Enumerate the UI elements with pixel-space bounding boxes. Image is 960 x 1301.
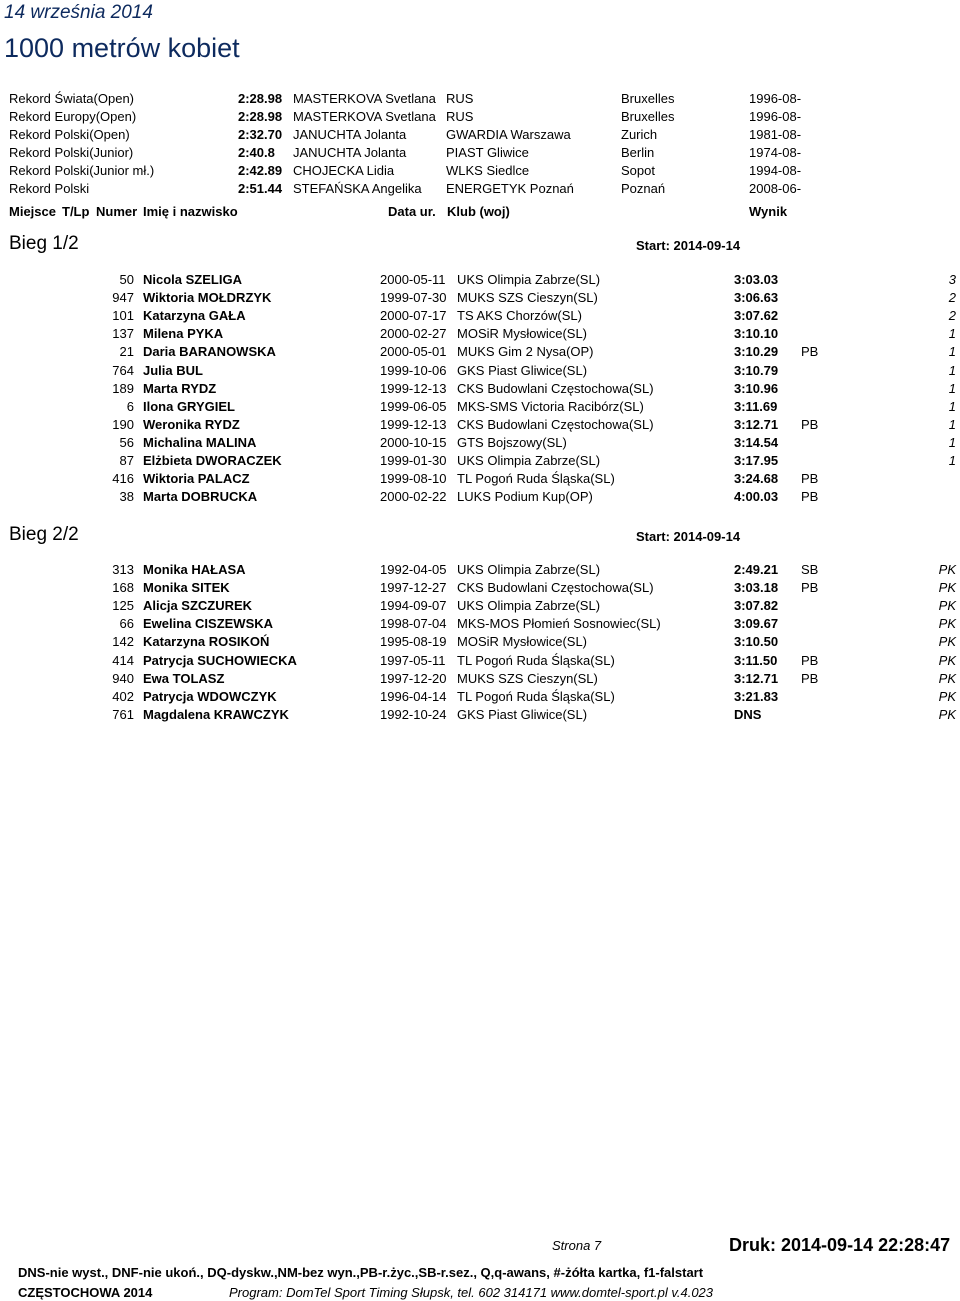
record-row <box>0 109 960 127</box>
club-name: TL Pogoń Ruda Śląska(SL) <box>457 471 615 487</box>
record-note: PB <box>801 416 819 432</box>
athlete-name: Monika HAŁASA <box>143 562 246 577</box>
athlete-name: Wiktoria PALACZ <box>143 471 250 487</box>
result-time: 3:10.96 <box>734 380 779 396</box>
sport-class: PK <box>938 580 956 596</box>
birth-date: 1999-07-30 <box>380 290 447 306</box>
sport-class: 1 <box>948 398 956 414</box>
table-row <box>0 598 960 616</box>
athlete-name: Patrycja SUCHOWIECKA <box>143 652 297 668</box>
result-time: 3:03.03 <box>734 272 779 287</box>
result-time: 3:12.71 <box>734 416 779 432</box>
athlete-name: Michalina MALINA <box>143 434 257 450</box>
sport-class: 1 <box>948 344 956 360</box>
athlete-name: Daria BARANOWSKA <box>143 344 276 360</box>
table-row <box>0 689 960 707</box>
table-row <box>0 453 960 471</box>
record-city: Zurich <box>621 127 658 142</box>
club-name: LUKS Podium Kup(OP) <box>457 489 593 505</box>
result-time: 3:09.67 <box>734 616 779 632</box>
birth-date: 2000-02-27 <box>380 326 447 342</box>
bib-number: 761 <box>112 706 134 722</box>
bib-number: 142 <box>112 634 134 650</box>
club-name: TL Pogoń Ruda Śląska(SL) <box>457 688 615 704</box>
sport-class: PK <box>938 616 956 632</box>
club-name: MUKS SZS Cieszyn(SL) <box>457 670 598 686</box>
col-header-name: Imię i nazwisko <box>143 204 238 219</box>
sport-class: PK <box>938 634 956 650</box>
athlete-name: Alicja SZCZUREK <box>143 598 253 614</box>
col-header-result: Wynik <box>749 204 788 219</box>
sport-class: 3 <box>948 272 956 287</box>
record-date: 1981-08- <box>749 127 802 142</box>
table-row <box>0 272 960 290</box>
club-name: UKS Olimpia Zabrze(SL) <box>457 272 601 287</box>
table-row <box>0 616 960 634</box>
record-date: 1974-08- <box>749 145 802 160</box>
heat-start-date: Start: 2014-09-14 <box>636 238 741 253</box>
record-row <box>0 127 960 145</box>
record-athlete: STEFAŃSKA Angelika <box>293 181 422 196</box>
record-note: PB <box>801 489 819 505</box>
birth-date: 1999-01-30 <box>380 453 447 468</box>
bib-number: 38 <box>119 489 134 505</box>
result-time: 3:10.10 <box>734 326 779 342</box>
bib-number: 402 <box>112 688 134 704</box>
birth-date: 1999-10-06 <box>380 362 447 378</box>
col-header-dob: Data ur. <box>388 204 436 219</box>
page-number: Strona 7 <box>552 1238 602 1253</box>
sport-class: 1 <box>948 326 956 342</box>
bib-number: 947 <box>112 290 134 306</box>
birth-date: 1995-08-19 <box>380 634 447 650</box>
record-note: PB <box>801 344 819 360</box>
table-row <box>0 308 960 326</box>
record-time: 2:28.98 <box>238 91 283 106</box>
sport-class: 1 <box>948 380 956 396</box>
birth-date: 1997-12-27 <box>380 580 447 596</box>
birth-date: 2000-07-17 <box>380 308 447 324</box>
table-row <box>0 381 960 399</box>
birth-date: 1999-08-10 <box>380 471 447 487</box>
result-time: 4:00.03 <box>734 489 779 505</box>
record-athlete: CHOJECKA Lidia <box>293 163 395 178</box>
heat-start-date: Start: 2014-09-14 <box>636 529 741 544</box>
club-name: GKS Piast Gliwice(SL) <box>457 362 588 378</box>
athlete-name: Milena PYKA <box>143 326 224 342</box>
results-column-headers <box>0 204 960 222</box>
result-time: 3:10.50 <box>734 634 779 650</box>
record-athlete: MASTERKOVA Svetlana <box>293 91 436 106</box>
record-row <box>0 181 960 199</box>
sport-class: PK <box>938 598 956 614</box>
sport-class: 1 <box>948 453 956 468</box>
birth-date: 1992-10-24 <box>380 706 447 722</box>
club-name: UKS Olimpia Zabrze(SL) <box>457 562 601 577</box>
record-athlete: JANUCHTA Jolanta <box>293 127 407 142</box>
record-athlete: JANUCHTA Jolanta <box>293 145 407 160</box>
athlete-name: Katarzyna GAŁA <box>143 308 246 324</box>
athlete-name: Ewa TOLASZ <box>143 670 225 686</box>
sport-class: 1 <box>948 434 956 450</box>
athlete-name: Ilona GRYGIEL <box>143 398 235 414</box>
record-label: Rekord Polski <box>9 181 90 196</box>
bib-number: 66 <box>119 616 134 632</box>
program-credits: Program: DomTel Sport Timing Słupsk, tel. 602 314171 www.domtel-sport.pl v.4.023 <box>229 1285 714 1300</box>
table-row <box>0 399 960 417</box>
record-label: Rekord Europy(Open) <box>9 109 137 124</box>
table-row <box>0 562 960 580</box>
result-time: 3:10.79 <box>734 362 779 378</box>
record-time: 2:51.44 <box>238 181 283 196</box>
club-name: TS AKS Chorzów(SL) <box>457 308 582 324</box>
athlete-name: Marta RYDZ <box>143 380 217 396</box>
event-title: 1000 metrów kobiet <box>4 33 240 63</box>
record-label: Rekord Polski(Junior mł.) <box>9 163 155 178</box>
birth-date: 1992-04-05 <box>380 562 447 577</box>
club-name: GTS Bojszowy(SL) <box>457 434 567 450</box>
record-club: ENERGETYK Poznań <box>446 181 574 196</box>
birth-date: 2000-02-22 <box>380 489 447 505</box>
result-time: 3:11.50 <box>734 652 778 668</box>
birth-date: 1999-12-13 <box>380 416 447 432</box>
athlete-name: Monika SITEK <box>143 580 230 596</box>
record-row <box>0 91 960 109</box>
table-row <box>0 580 960 598</box>
club-name: MUKS SZS Cieszyn(SL) <box>457 290 598 306</box>
record-label: Rekord Polski(Open) <box>9 127 130 142</box>
table-row <box>0 435 960 453</box>
table-row <box>0 489 960 507</box>
result-time: 3:10.29 <box>734 344 779 360</box>
record-row <box>0 145 960 163</box>
club-name: MKS-MOS Płomień Sosnowiec(SL) <box>457 616 661 632</box>
bib-number: 6 <box>126 398 134 414</box>
record-date: 1994-08- <box>749 163 802 178</box>
document-date: 14 września 2014 <box>4 2 153 23</box>
record-club: WLKS Siedlce <box>446 163 530 178</box>
result-time: 3:07.82 <box>734 598 779 614</box>
col-header-lane: T/Lp <box>62 204 90 219</box>
sport-class: 2 <box>948 290 956 306</box>
athlete-name: Elżbieta DWORACZEK <box>143 453 282 468</box>
sport-class: 2 <box>948 308 956 324</box>
sport-class: PK <box>938 562 956 577</box>
record-time: 2:40.8 <box>238 145 275 160</box>
club-name: TL Pogoń Ruda Śląska(SL) <box>457 652 615 668</box>
athlete-name: Nicola SZELIGA <box>143 272 242 287</box>
bib-number: 87 <box>119 453 134 468</box>
record-note: PB <box>801 471 819 487</box>
sport-class: PK <box>938 706 956 722</box>
athlete-name: Marta DOBRUCKA <box>143 489 258 505</box>
athlete-name: Ewelina CISZEWSKA <box>143 616 274 632</box>
record-time: 2:32.70 <box>238 127 283 142</box>
event-city: CZĘSTOCHOWA 2014 <box>18 1285 153 1300</box>
record-club: GWARDIA Warszawa <box>446 127 571 142</box>
club-name: CKS Budowlani Częstochowa(SL) <box>457 380 654 396</box>
club-name: UKS Olimpia Zabrze(SL) <box>457 598 601 614</box>
bib-number: 764 <box>112 362 134 378</box>
bib-number: 190 <box>112 416 134 432</box>
record-note: PB <box>801 580 819 596</box>
result-time: 3:11.69 <box>734 398 778 414</box>
table-row <box>0 634 960 652</box>
record-note: PB <box>801 670 819 686</box>
club-name: CKS Budowlani Częstochowa(SL) <box>457 580 654 596</box>
table-row <box>0 707 960 725</box>
record-city: Berlin <box>621 145 655 160</box>
table-row <box>0 471 960 489</box>
sport-class: PK <box>938 688 956 704</box>
sport-class: PK <box>938 670 956 686</box>
result-time: 2:49.21 <box>734 562 779 577</box>
record-city: Sopot <box>621 163 655 178</box>
result-time: 3:14.54 <box>734 434 779 450</box>
bib-number: 125 <box>112 598 134 614</box>
heat-title: Bieg 1/2 <box>9 233 79 254</box>
record-date: 2008-06- <box>749 181 802 196</box>
result-time: 3:21.83 <box>734 688 779 704</box>
col-header-number: Numer <box>96 204 138 219</box>
athlete-name: Magdalena KRAWCZYK <box>143 706 289 722</box>
table-row <box>0 417 960 435</box>
table-row <box>0 344 960 362</box>
birth-date: 1999-06-05 <box>380 398 447 414</box>
birth-date: 1999-12-13 <box>380 380 447 396</box>
bib-number: 416 <box>112 471 134 487</box>
club-name: MOSiR Mysłowice(SL) <box>457 326 588 342</box>
record-label: Rekord Świata(Open) <box>9 91 134 106</box>
table-row <box>0 326 960 344</box>
bib-number: 50 <box>119 272 134 287</box>
record-note: SB <box>801 562 819 577</box>
record-club: PIAST Gliwice <box>446 145 529 160</box>
bib-number: 414 <box>112 652 134 668</box>
club-name: MOSiR Mysłowice(SL) <box>457 634 588 650</box>
bib-number: 56 <box>119 434 134 450</box>
birth-date: 1996-04-14 <box>380 688 447 704</box>
bib-number: 189 <box>112 380 134 396</box>
record-city: Poznań <box>621 181 666 196</box>
sport-class: PK <box>938 652 956 668</box>
abbreviation-legend: DNS-nie wyst., DNF-nie ukoń., DQ-dyskw.,NM-bez wyn.,PB-r.życ.,SB-r.sez., Q,q-awans, #-żółta kartka, f1-falstart <box>18 1265 704 1280</box>
birth-date: 2000-05-01 <box>380 344 447 360</box>
club-name: MUKS Gim 2 Nysa(OP) <box>457 344 594 360</box>
athlete-name: Wiktoria MOŁDRZYK <box>143 290 272 306</box>
bib-number: 313 <box>112 562 134 577</box>
bib-number: 940 <box>112 670 134 686</box>
bib-number: 137 <box>112 326 134 342</box>
record-city: Bruxelles <box>621 109 675 124</box>
sport-class: 1 <box>948 362 956 378</box>
table-row <box>0 290 960 308</box>
bib-number: 168 <box>112 580 134 596</box>
record-athlete: MASTERKOVA Svetlana <box>293 109 436 124</box>
result-time: 3:07.62 <box>734 308 779 324</box>
result-time: 3:17.95 <box>734 453 779 468</box>
birth-date: 1997-05-11 <box>380 652 446 668</box>
result-time: 3:12.71 <box>734 670 779 686</box>
col-header-place: Miejsce <box>9 204 56 219</box>
athlete-name: Julia BUL <box>143 362 203 378</box>
record-club: RUS <box>446 91 474 106</box>
table-row <box>0 671 960 689</box>
result-time: 3:06.63 <box>734 290 779 306</box>
athlete-name: Katarzyna ROSIKOŃ <box>143 634 270 650</box>
club-name: MKS-SMS Victoria Racibórz(SL) <box>457 398 644 414</box>
record-row <box>0 163 960 181</box>
result-time: DNS <box>734 706 762 722</box>
print-timestamp: Druk: 2014-09-14 22:28:47 <box>729 1235 951 1255</box>
record-city: Bruxelles <box>621 91 675 106</box>
record-time: 2:28.98 <box>238 109 283 124</box>
club-name: CKS Budowlani Częstochowa(SL) <box>457 416 654 432</box>
record-time: 2:42.89 <box>238 163 283 178</box>
result-time: 3:03.18 <box>734 580 779 596</box>
sport-class: 1 <box>948 416 956 432</box>
birth-date: 1998-07-04 <box>380 616 447 632</box>
birth-date: 1997-12-20 <box>380 670 447 686</box>
record-note: PB <box>801 652 819 668</box>
birth-date: 2000-10-15 <box>380 434 447 450</box>
record-label: Rekord Polski(Junior) <box>9 145 134 160</box>
athlete-name: Patrycja WDOWCZYK <box>143 688 277 704</box>
heat-title: Bieg 2/2 <box>9 524 79 545</box>
club-name: GKS Piast Gliwice(SL) <box>457 706 588 722</box>
club-name: UKS Olimpia Zabrze(SL) <box>457 453 601 468</box>
record-date: 1996-08- <box>749 91 802 106</box>
table-row <box>0 653 960 671</box>
record-date: 1996-08- <box>749 109 802 124</box>
birth-date: 2000-05-11 <box>380 272 446 287</box>
bib-number: 101 <box>112 308 134 324</box>
birth-date: 1994-09-07 <box>380 598 447 614</box>
table-row <box>0 363 960 381</box>
col-header-club: Klub (woj) <box>447 204 510 219</box>
athlete-name: Weronika RYDZ <box>143 416 240 432</box>
record-club: RUS <box>446 109 474 124</box>
bib-number: 21 <box>119 344 134 360</box>
result-time: 3:24.68 <box>734 471 779 487</box>
